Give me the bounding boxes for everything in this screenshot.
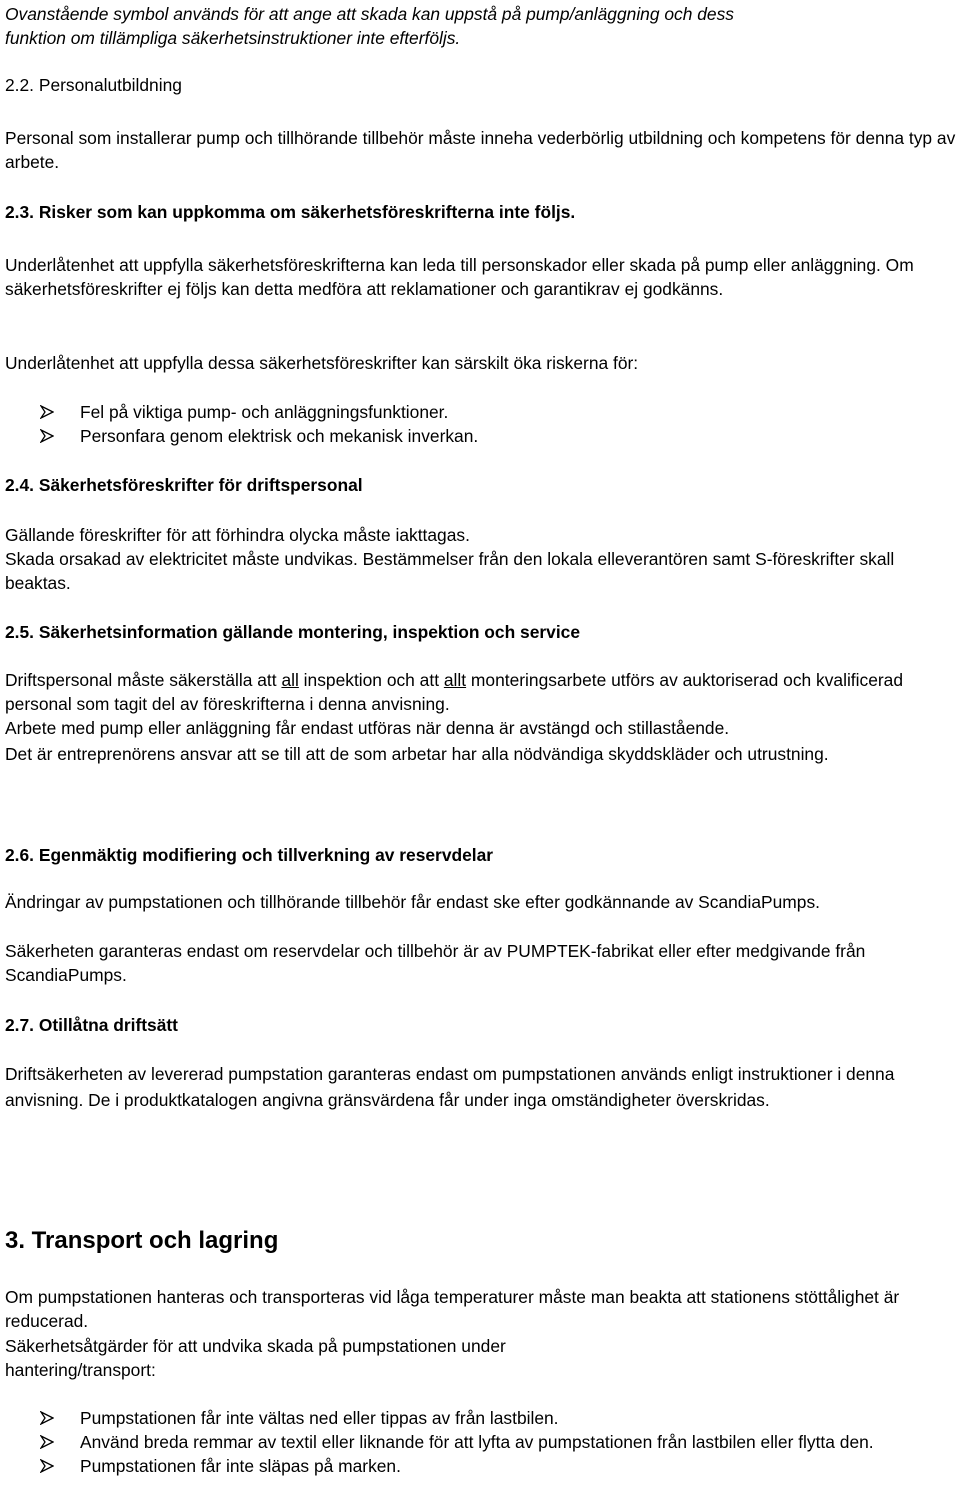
arrow-bullet-icon: [40, 1411, 54, 1425]
intro-line-2: funktion om tillämpliga säkerhetsinstruktioner inte efterföljs.: [5, 28, 461, 48]
underlined-word-all: all: [281, 670, 299, 690]
list-item: [40, 1430, 957, 1454]
list-item-text: Fel på viktiga pump- och anläggningsfunktioner.: [80, 402, 449, 422]
list-item-text: Pumpstationen får inte vältas ned eller tippas av från lastbilen.: [80, 1408, 559, 1428]
section-3-para-2-line-2: hantering/transport:: [5, 1360, 156, 1380]
section-heading-2-7: 2.7. Otillåtna driftsätt: [5, 1015, 178, 1035]
list-item: [40, 400, 957, 424]
section-heading-3: 3. Transport och lagring: [5, 1227, 279, 1254]
list-item: [40, 1406, 957, 1430]
section-2-2-body: Personal som installerar pump och tillhörande tillbehör måste inneha vederbörlig utbildning och kompetens för denna typ av arbete.: [5, 128, 956, 172]
list-item-text: Använd breda remmar av textil eller liknande för att lyfta av pumpstationen från lastbilen eller flytta den.: [80, 1432, 874, 1452]
para-text: Driftspersonal måste säkerställa att: [5, 670, 282, 690]
section-3-para-2-line-1: Säkerhetsåtgärder för att undvika skada på pumpstationen under: [5, 1336, 506, 1356]
section-2-5-para-1: [5, 668, 957, 716]
section-2-3-para-2: Underlåtenhet att uppfylla dessa säkerhetsföreskrifter kan särskilt öka riskerna för:: [5, 353, 639, 373]
section-3-para-2: [5, 1334, 957, 1382]
underlined-word-allt: allt: [443, 670, 467, 690]
section-2-4-line-1: Gällande föreskrifter för att förhindra olycka måste iakttagas.: [5, 525, 470, 545]
list-item: [40, 1454, 957, 1478]
section-heading-2-6: 2.6. Egenmäktig modifiering och tillverkning av reservdelar: [5, 845, 494, 865]
risk-bullet-list: [40, 400, 957, 448]
arrow-bullet-icon: [40, 1435, 54, 1449]
section-2-5-para-3: Det är entreprenörens ansvar att se till att de som arbetar har alla nödvändiga skyddskläder och utrustning.: [5, 744, 829, 764]
section-2-3-para-1: Underlåtenhet att uppfylla säkerhetsföreskrifterna kan leda till personskador eller skada på pump eller anläggning. Om säkerhetsföreskrifter ej följs kan detta medföra att reklamationer och garantikrav ej godkänns.: [5, 255, 914, 299]
section-heading-2-4: 2.4. Säkerhetsföreskrifter för driftspersonal: [5, 475, 363, 495]
section-3-para-1: Om pumpstationen hanteras och transporteras vid låga temperaturer måste man beakta att stationens stöttålighet är reducerad.: [5, 1287, 900, 1331]
list-item: [40, 424, 957, 448]
section-2-6-para-2: Säkerheten garanteras endast om reservdelar och tillbehör är av PUMPTEK-fabrikat eller efter medgivande från ScandiaPumps.: [5, 941, 866, 985]
section-heading-2-2: 2.2. Personalutbildning: [5, 75, 182, 95]
intro-paragraph: [5, 2, 957, 50]
transport-bullet-list: [40, 1406, 957, 1478]
arrow-bullet-icon: [40, 1459, 54, 1473]
para-text: inspektion och att: [298, 670, 444, 690]
section-2-5-para-2: Arbete med pump eller anläggning får endast utföras när denna är avstängd och stillastående.: [5, 718, 730, 738]
section-2-7-para-1: Driftsäkerheten av levererad pumpstation garanteras endast om pumpstationen används enligt instruktioner i denna anvisning. De i produktkatalogen angivna gränsvärdena får under inga omständigheter överskridas.: [5, 1064, 895, 1110]
arrow-bullet-icon: [40, 429, 54, 443]
list-item-text: Pumpstationen får inte släpas på marken.: [80, 1456, 401, 1476]
section-2-6-para-1: Ändringar av pumpstationen och tillhörande tillbehör får endast ske efter godkännande av ScandiaPumps.: [5, 892, 820, 912]
section-2-4-line-2: Skada orsakad av elektricitet måste undvikas. Bestämmelser från den lokala elleverantören samt S-föreskrifter skall beaktas.: [5, 549, 895, 593]
list-item-text: Personfara genom elektrisk och mekanisk inverkan.: [80, 426, 479, 446]
para-text: monteringsarbete utförs av auktoriserad och kvalificerad personal som tagit del av föreskrifterna i denna anvisning.: [5, 670, 904, 714]
section-heading-2-5: 2.5. Säkerhetsinformation gällande montering, inspektion och service: [5, 622, 581, 642]
intro-line-1: Ovanstående symbol används för att ange att skada kan uppstå på pump/anläggning och dess: [5, 4, 734, 24]
section-heading-2-3: 2.3. Risker som kan uppkomma om säkerhetsföreskrifterna inte följs.: [5, 202, 576, 222]
arrow-bullet-icon: [40, 405, 54, 419]
